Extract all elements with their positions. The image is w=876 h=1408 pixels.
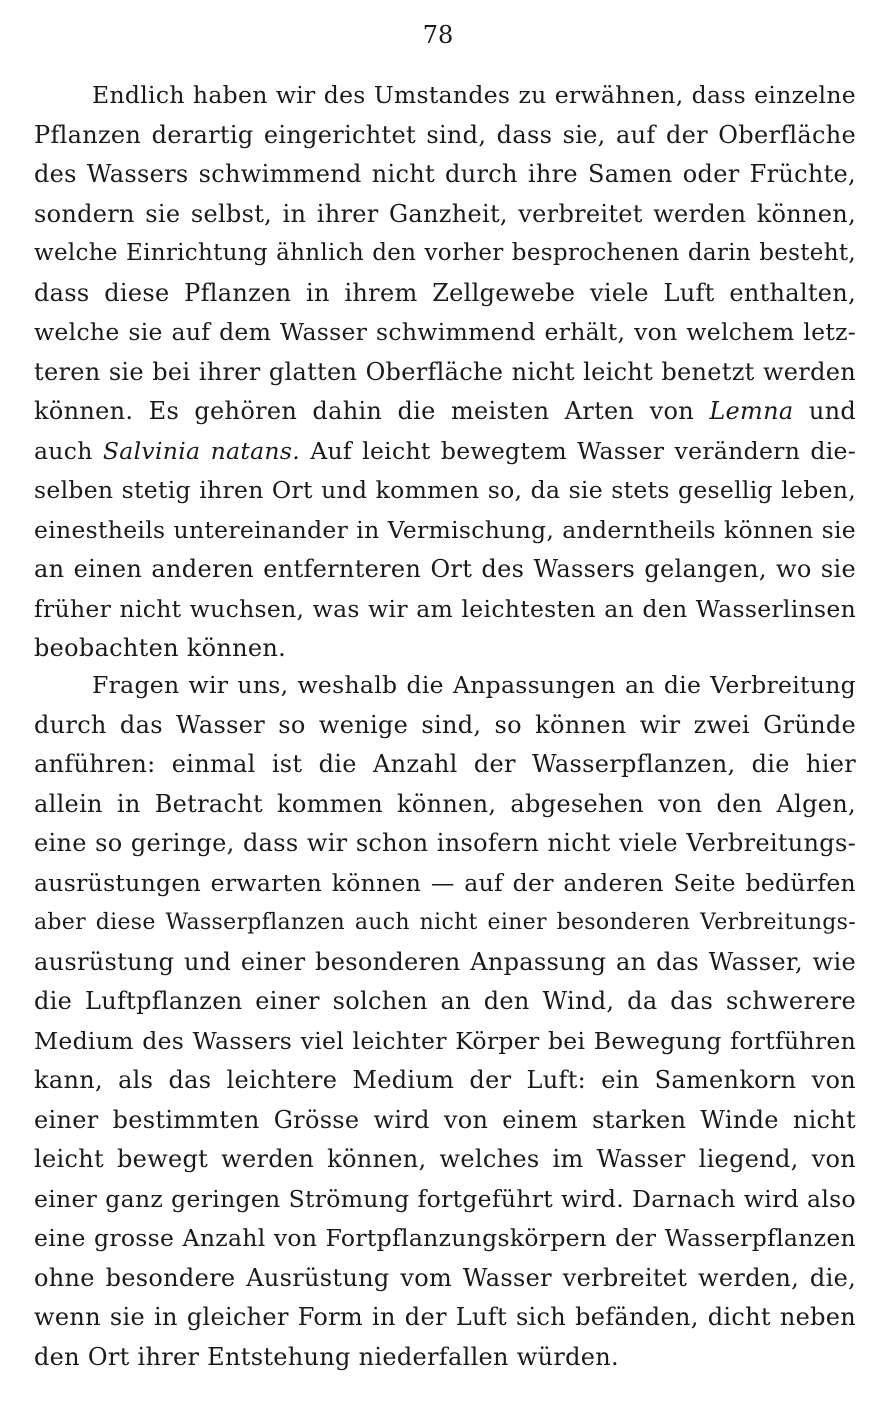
text-line: leicht bewegt werden können, welches im Wasser liegend, von xyxy=(34,1145,856,1173)
text-line: des Wassers schwimmend nicht durch ihre Samen oder Früchte, xyxy=(34,160,856,188)
text-line: teren sie bei ihrer glatten Oberfläche nicht leicht benetzt werden xyxy=(34,357,856,386)
text-line: kann, als das leichtere Medium der Luft: ein Samenkorn von xyxy=(34,1066,856,1094)
text-line: früher nicht wuchsen, was wir am leichtesten an den Wasserlinsen xyxy=(34,594,856,623)
text-line: anführen: einmal ist die Anzahl der Wasserpflanzen, die hier xyxy=(34,750,856,778)
taxon-name: Lemna xyxy=(709,397,794,425)
text-line: allein in Betracht kommen können, abgesehen von den Algen, xyxy=(34,789,856,818)
text-line: ausrüstung und einer besonderen Anpassung an das Wasser, wie xyxy=(34,947,856,976)
text-line: ausrüstungen erwarten können — auf der anderen Seite bedürfen xyxy=(34,868,856,897)
text-line xyxy=(34,432,856,472)
text-line xyxy=(34,392,856,432)
text-line: Fragen wir uns, weshalb die Anpassungen an die Verbreitung xyxy=(92,671,856,699)
text-line: beobachten können. xyxy=(34,634,287,662)
text-line: Medium des Wassers viel leichter Körper bei Bewegung fortführen xyxy=(34,1026,856,1055)
text-line: einer bestimmten Grösse wird von einem starken Winde nicht xyxy=(34,1105,856,1134)
text-line: die Luftpflanzen einer solchen an den Wind, da das schwerere xyxy=(34,987,856,1015)
text-line: wenn sie in gleicher Form in der Luft sich befänden, dicht neben xyxy=(34,1303,856,1331)
text-line: Endlich haben wir des Umstandes zu erwähnen, dass einzelne xyxy=(92,81,856,109)
page-number: 78 xyxy=(422,21,454,49)
text-line: aber diese Wasserpflanzen auch nicht einer besonderen Verbreitungs- xyxy=(34,910,856,935)
text-line: eine so geringe, dass wir schon insofern nicht viele Verbreitungs- xyxy=(34,829,856,857)
text-line: eine grosse Anzahl von Fortpflanzungskörpern der Wasserpflanzen xyxy=(34,1224,856,1252)
text-line: selben stetig ihren Ort und kommen so, da sie stets gesellig leben, xyxy=(34,476,856,504)
text-line: einestheils untereinander in Vermischung, anderntheils können sie xyxy=(34,515,856,544)
text-line: einer ganz geringen Strömung fortgeführt wird. Darnach wird also xyxy=(34,1184,856,1213)
text-run: und xyxy=(793,397,856,425)
paragraph-2 xyxy=(34,666,856,1377)
taxon-name: Salvinia natans. xyxy=(102,436,300,465)
text-line: durch das Wasser so wenige sind, so können wir zwei Gründe xyxy=(34,710,856,739)
text-run: können. Es gehören dahin die meisten Arten von xyxy=(34,397,710,425)
text-run: auch xyxy=(34,436,103,465)
text-line: dass diese Pflanzen in ihrem Zellgewebe viele Luft enthalten, xyxy=(34,278,856,307)
text-line: ohne besondere Ausrüstung vom Wasser verbreitet werden, die, xyxy=(34,1263,856,1292)
text-line: welche Einrichtung ähnlich den vorher besprochenen darin besteht, xyxy=(34,240,856,266)
text-line: welche sie auf dem Wasser schwimmend erhält, von welchem letz- xyxy=(34,318,856,346)
text-line: sondern sie selbst, in ihrer Ganzheit, verbreitet werden können, xyxy=(34,199,856,228)
text-line: den Ort ihrer Entstehung niederfallen würden. xyxy=(34,1342,619,1371)
text-line: an einen anderen entfernteren Ort des Wassers gelangen, wo sie xyxy=(34,555,856,583)
text-line: Pflanzen derartig eingerichtet sind, dass sie, auf der Oberfläche xyxy=(34,120,856,149)
paragraph-1 xyxy=(34,76,856,669)
text-run: Auf leicht bewegtem Wasser verändern die- xyxy=(299,436,856,465)
